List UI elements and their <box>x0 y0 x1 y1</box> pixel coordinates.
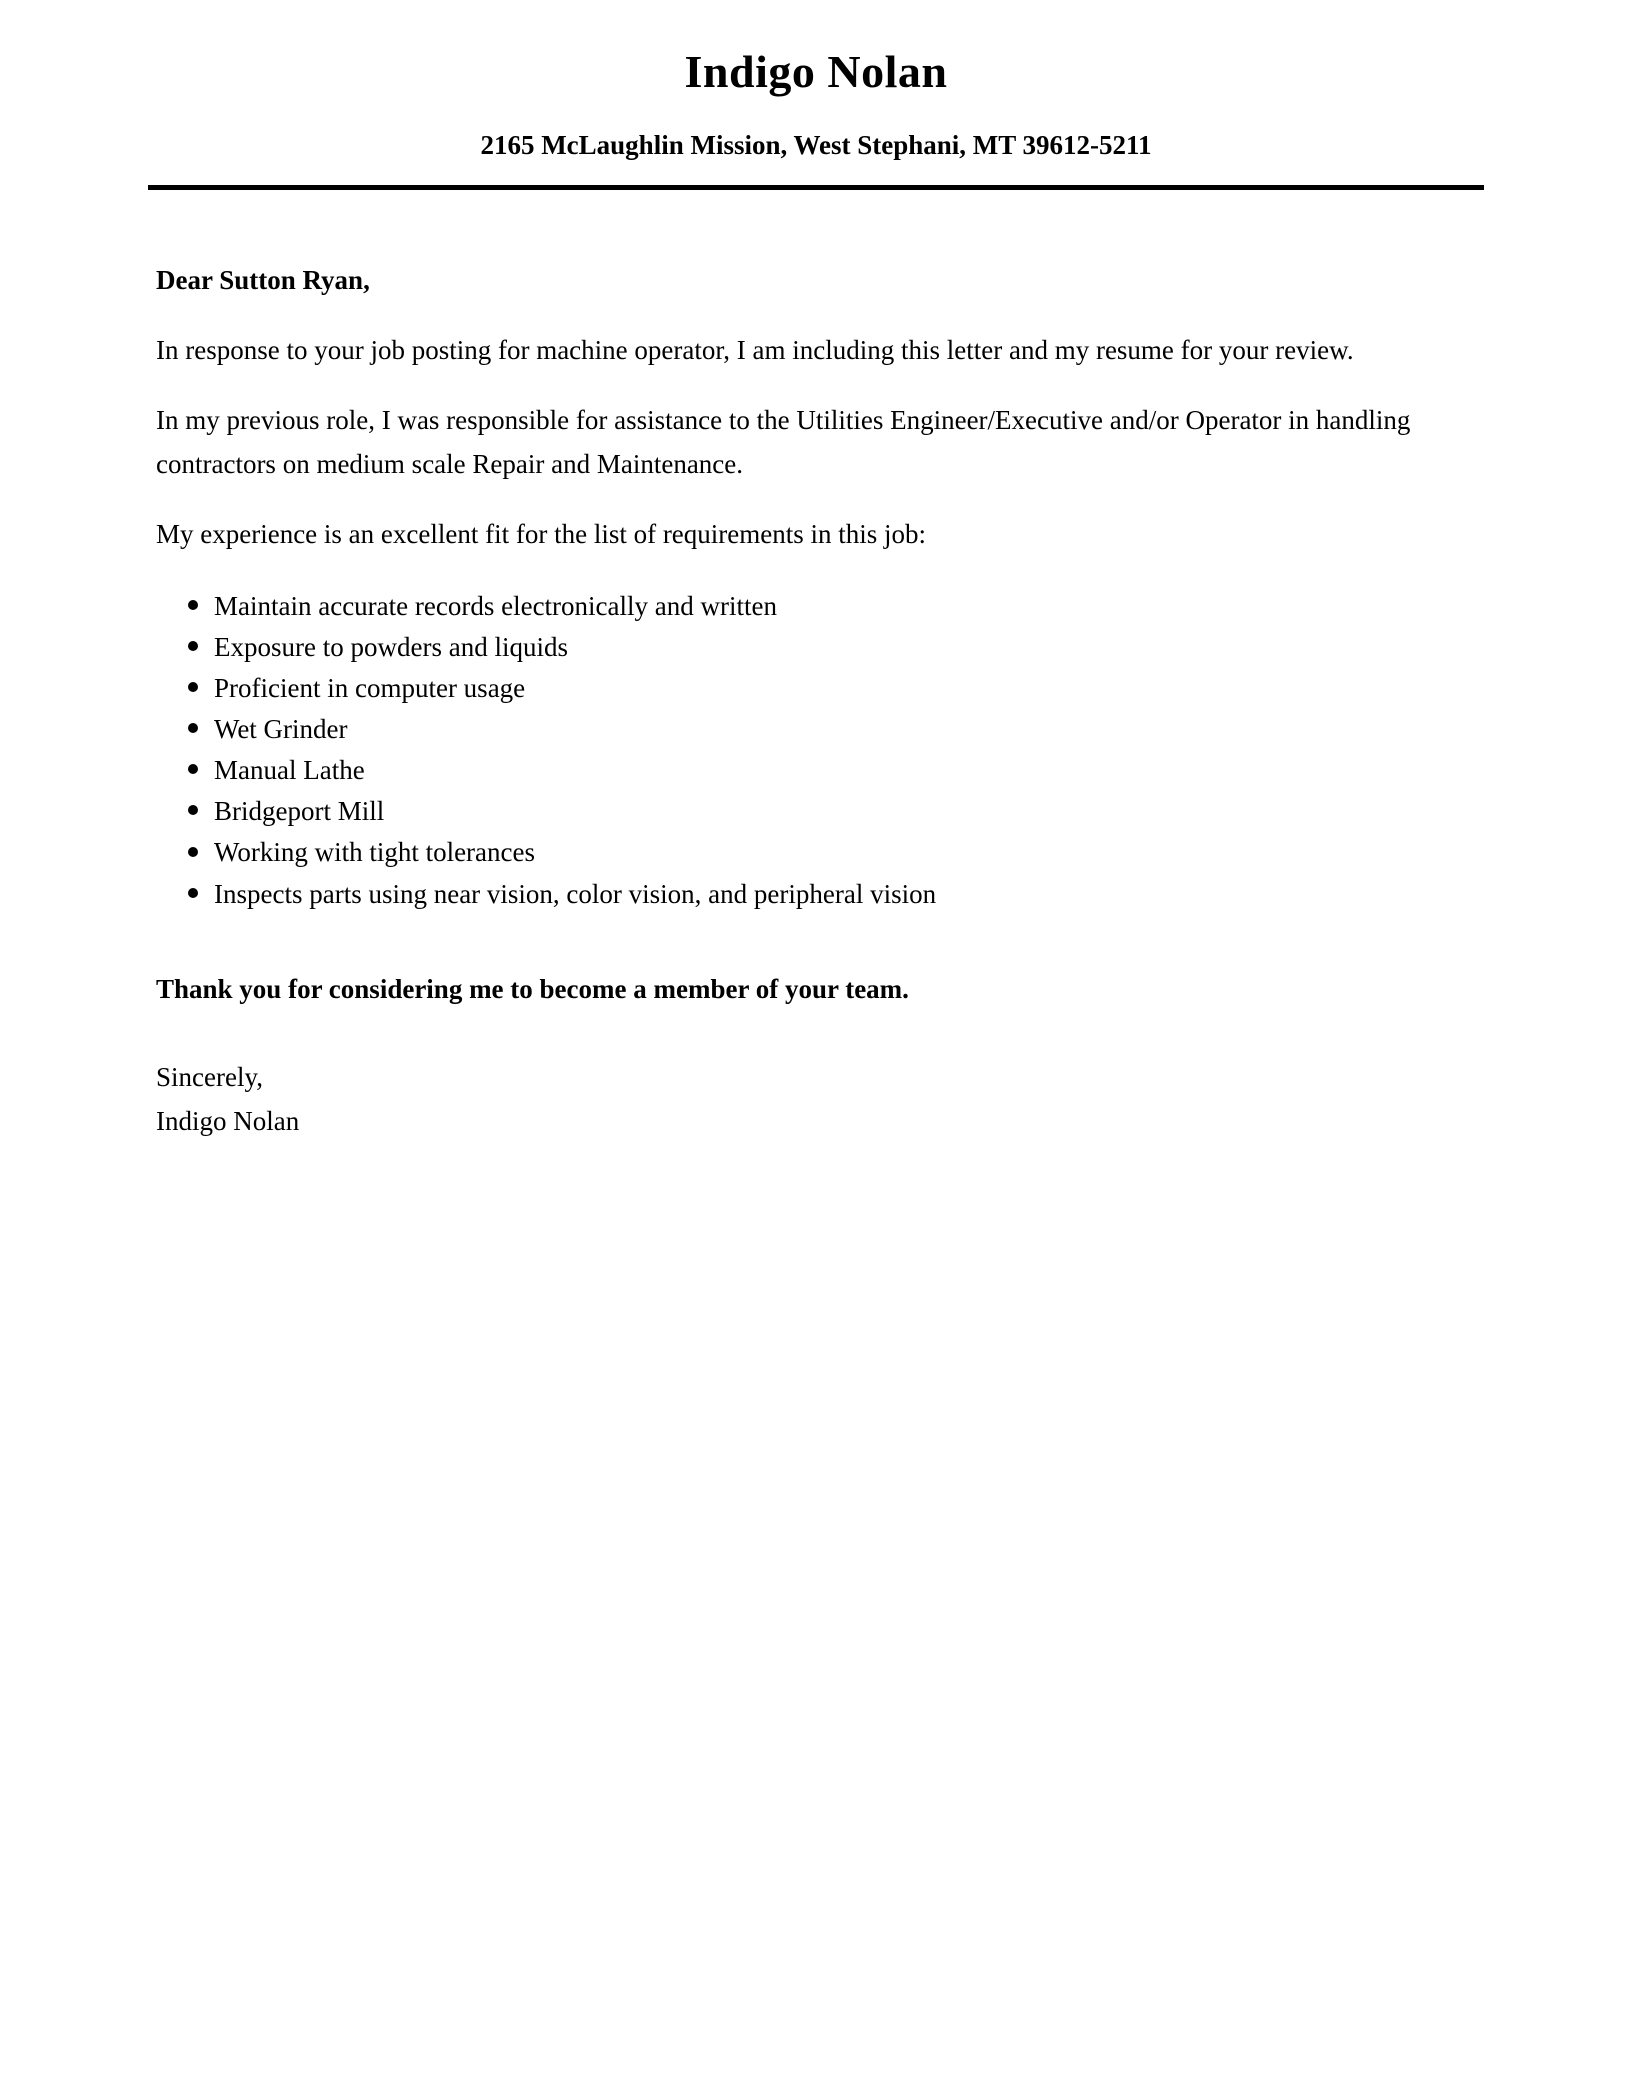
header-divider <box>148 185 1484 190</box>
list-item-text: Bridgeport Mill <box>214 796 385 827</box>
list-item <box>188 668 1476 709</box>
list-item-text: Maintain accurate records electronically and written <box>214 591 777 622</box>
bullet-icon <box>188 600 198 610</box>
list-item <box>188 874 1476 915</box>
letter-body <box>156 258 1476 1142</box>
bullet-icon <box>188 764 198 774</box>
list-item-text: Working with tight tolerances <box>214 837 536 868</box>
letter-header <box>156 46 1476 190</box>
list-item <box>188 586 1476 627</box>
thank-you-line: Thank you for considering me to become a member of your team. <box>156 973 909 1004</box>
requirements-list <box>156 586 1476 914</box>
list-item-text: Inspects parts using near vision, color vision, and peripheral vision <box>214 878 937 909</box>
list-item <box>188 791 1476 832</box>
bullet-icon <box>188 888 198 898</box>
paragraph-experience-fit: My experience is an excellent fit for the list of requirements in this job: <box>156 519 927 550</box>
bullet-icon <box>188 805 198 815</box>
paragraph-intro: In response to your job posting for machine operator, I am including this letter and my resume for your review. <box>156 335 1354 366</box>
list-item-text: Proficient in computer usage <box>214 673 526 704</box>
list-item <box>188 709 1476 750</box>
signature-name: Indigo Nolan <box>156 1105 300 1136</box>
signoff-block <box>156 1055 1476 1143</box>
list-item-text: Exposure to powders and liquids <box>214 632 568 663</box>
list-item-text: Manual Lathe <box>214 755 365 786</box>
list-item <box>188 832 1476 873</box>
signoff-line: Sincerely, <box>156 1061 263 1092</box>
bullet-icon <box>188 682 198 692</box>
list-item-text: Wet Grinder <box>214 714 348 745</box>
paragraph-previous-role: In my previous role, I was responsible for assistance to the Utilities Engineer/Executive and/or Operator in handling contractors on medium scale Repair and Maintenance. <box>156 405 1411 480</box>
list-item <box>188 750 1476 791</box>
greeting-line: Dear Sutton Ryan, <box>156 265 370 296</box>
sender-address: 2165 McLaughlin Mission, West Stephani, MT 39612-5211 <box>480 129 1152 160</box>
sender-name: Indigo Nolan <box>684 46 948 97</box>
bullet-icon <box>188 847 198 857</box>
bullet-icon <box>188 723 198 733</box>
bullet-icon <box>188 641 198 651</box>
list-item <box>188 627 1476 668</box>
